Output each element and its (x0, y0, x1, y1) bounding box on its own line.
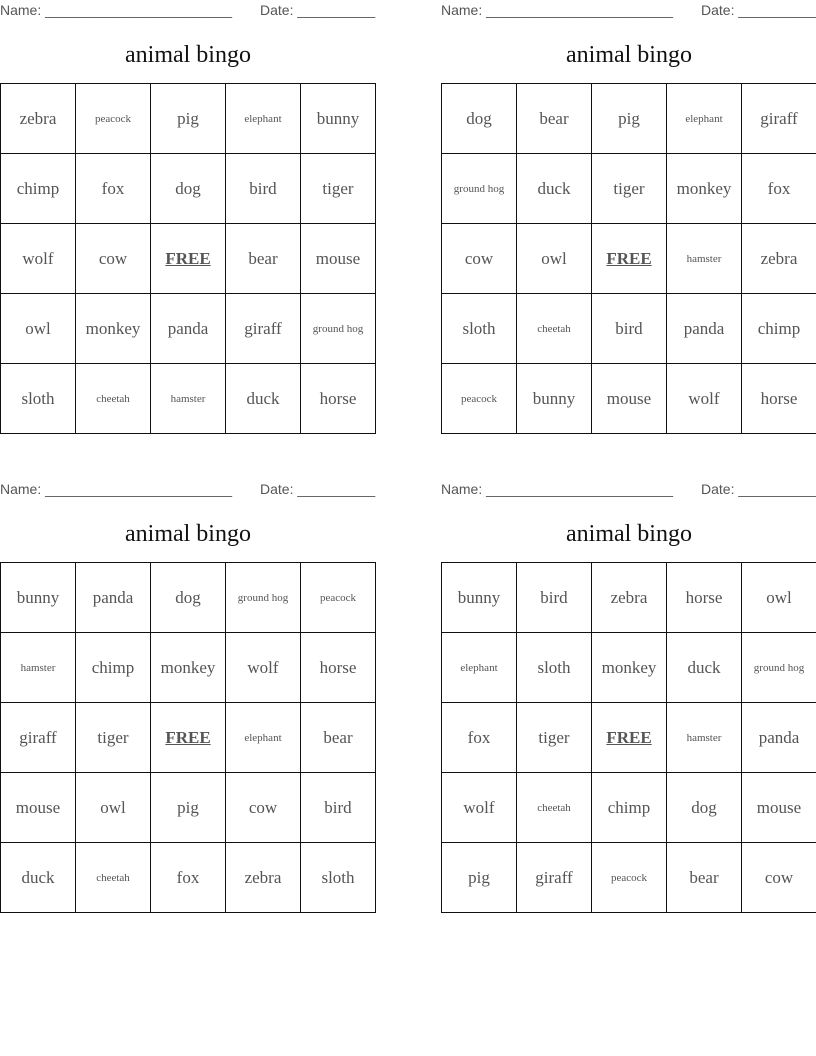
grid-row (1, 154, 376, 224)
free-space-cell: FREE (592, 703, 667, 773)
grid-cell: fox (151, 843, 226, 913)
grid-cell: bear (301, 703, 376, 773)
card-title: animal bingo (125, 42, 251, 68)
grid-cell: mouse (1, 773, 76, 843)
date-field-label: Date: __________ (701, 2, 816, 18)
grid-cell: sloth (442, 294, 517, 364)
free-space-cell: FREE (151, 703, 226, 773)
grid-cell: horse (301, 364, 376, 434)
grid-cell: dog (151, 563, 226, 633)
grid-row (1, 294, 376, 364)
grid-cell: pig (151, 84, 226, 154)
grid-row (1, 563, 376, 633)
grid-cell: cow (226, 773, 301, 843)
grid-cell: hamster (151, 364, 226, 434)
free-space-cell: FREE (592, 224, 667, 294)
name-field-label: Name: ________________________ (0, 2, 232, 18)
date-field-label: Date: __________ (701, 481, 816, 497)
free-space-cell: FREE (151, 224, 226, 294)
grid-row (442, 224, 816, 294)
grid-cell: mouse (742, 773, 816, 843)
grid-cell: elephant (226, 703, 301, 773)
grid-cell: bunny (301, 84, 376, 154)
name-field-label: Name: ________________________ (0, 481, 232, 497)
grid-cell: monkey (76, 294, 151, 364)
bingo-grid (0, 562, 376, 913)
grid-cell: peacock (301, 563, 376, 633)
date-field-label: Date: __________ (260, 2, 376, 18)
grid-cell: bunny (517, 364, 592, 434)
grid-cell: bear (226, 224, 301, 294)
grid-cell: panda (742, 703, 816, 773)
grid-cell: zebra (742, 224, 816, 294)
grid-cell: bird (301, 773, 376, 843)
grid-cell: hamster (667, 224, 742, 294)
grid-row (442, 773, 816, 843)
grid-row (1, 84, 376, 154)
grid-cell: duck (517, 154, 592, 224)
grid-row (442, 294, 816, 364)
grid-cell: owl (517, 224, 592, 294)
grid-cell: peacock (442, 364, 517, 434)
grid-cell: duck (667, 633, 742, 703)
grid-cell: zebra (226, 843, 301, 913)
grid-cell: wolf (667, 364, 742, 434)
grid-cell: panda (667, 294, 742, 364)
card-header (0, 479, 376, 499)
grid-cell: pig (151, 773, 226, 843)
bingo-grid (441, 562, 816, 913)
grid-cell: cow (76, 224, 151, 294)
grid-cell: giraff (1, 703, 76, 773)
grid-row (442, 364, 816, 434)
grid-cell: horse (742, 364, 816, 434)
grid-cell: bird (517, 563, 592, 633)
grid-cell: bunny (1, 563, 76, 633)
grid-cell: horse (667, 563, 742, 633)
grid-cell: tiger (301, 154, 376, 224)
bingo-card-1 (0, 0, 376, 436)
grid-cell: ground hog (742, 633, 816, 703)
grid-cell: cheetah (76, 843, 151, 913)
grid-cell: mouse (592, 364, 667, 434)
grid-cell: elephant (667, 84, 742, 154)
grid-cell: bird (592, 294, 667, 364)
grid-row (1, 224, 376, 294)
grid-cell: owl (742, 563, 816, 633)
bingo-card-4 (441, 479, 816, 915)
grid-cell: duck (226, 364, 301, 434)
grid-cell: fox (442, 703, 517, 773)
grid-cell: hamster (1, 633, 76, 703)
grid-cell: owl (1, 294, 76, 364)
grid-cell: bear (667, 843, 742, 913)
name-field-label: Name: ________________________ (441, 481, 673, 497)
grid-cell: cow (442, 224, 517, 294)
grid-cell: hamster (667, 703, 742, 773)
grid-cell: monkey (151, 633, 226, 703)
grid-cell: zebra (1, 84, 76, 154)
grid-cell: giraff (517, 843, 592, 913)
grid-cell: cow (742, 843, 816, 913)
grid-cell: tiger (76, 703, 151, 773)
grid-cell: sloth (301, 843, 376, 913)
grid-cell: cheetah (517, 294, 592, 364)
bingo-grid (0, 83, 376, 434)
grid-cell: horse (301, 633, 376, 703)
grid-row (1, 843, 376, 913)
card-header (441, 0, 816, 20)
grid-row (442, 154, 816, 224)
grid-cell: mouse (301, 224, 376, 294)
grid-cell: wolf (226, 633, 301, 703)
grid-cell: dog (667, 773, 742, 843)
date-field-label: Date: __________ (260, 481, 376, 497)
grid-cell: panda (151, 294, 226, 364)
card-title: animal bingo (566, 42, 692, 68)
grid-cell: sloth (517, 633, 592, 703)
grid-cell: pig (442, 843, 517, 913)
card-title: animal bingo (125, 521, 251, 547)
grid-row (442, 843, 816, 913)
card-header (441, 479, 816, 499)
grid-row (442, 633, 816, 703)
grid-cell: elephant (442, 633, 517, 703)
grid-cell: monkey (592, 633, 667, 703)
grid-row (1, 703, 376, 773)
grid-cell: bear (517, 84, 592, 154)
grid-cell: chimp (592, 773, 667, 843)
grid-cell: dog (442, 84, 517, 154)
grid-cell: giraff (226, 294, 301, 364)
grid-row (442, 563, 816, 633)
grid-cell: cheetah (517, 773, 592, 843)
grid-cell: chimp (742, 294, 816, 364)
grid-row (442, 703, 816, 773)
grid-cell: pig (592, 84, 667, 154)
grid-cell: tiger (517, 703, 592, 773)
grid-cell: fox (76, 154, 151, 224)
grid-row (442, 84, 816, 154)
grid-cell: fox (742, 154, 816, 224)
grid-cell: owl (76, 773, 151, 843)
grid-cell: peacock (592, 843, 667, 913)
grid-cell: ground hog (301, 294, 376, 364)
grid-cell: giraff (742, 84, 816, 154)
bingo-card-2 (441, 0, 816, 436)
grid-cell: dog (151, 154, 226, 224)
grid-cell: bunny (442, 563, 517, 633)
grid-row (1, 364, 376, 434)
grid-cell: wolf (1, 224, 76, 294)
grid-row (1, 773, 376, 843)
name-field-label: Name: ________________________ (441, 2, 673, 18)
bingo-grid (441, 83, 816, 434)
grid-cell: panda (76, 563, 151, 633)
grid-cell: zebra (592, 563, 667, 633)
grid-cell: chimp (1, 154, 76, 224)
grid-cell: chimp (76, 633, 151, 703)
grid-cell: tiger (592, 154, 667, 224)
grid-cell: peacock (76, 84, 151, 154)
grid-cell: cheetah (76, 364, 151, 434)
grid-cell: elephant (226, 84, 301, 154)
bingo-card-3 (0, 479, 376, 915)
grid-cell: wolf (442, 773, 517, 843)
grid-cell: duck (1, 843, 76, 913)
grid-cell: ground hog (442, 154, 517, 224)
grid-cell: bird (226, 154, 301, 224)
grid-cell: ground hog (226, 563, 301, 633)
grid-cell: monkey (667, 154, 742, 224)
grid-row (1, 633, 376, 703)
grid-cell: sloth (1, 364, 76, 434)
card-header (0, 0, 376, 20)
card-title: animal bingo (566, 521, 692, 547)
